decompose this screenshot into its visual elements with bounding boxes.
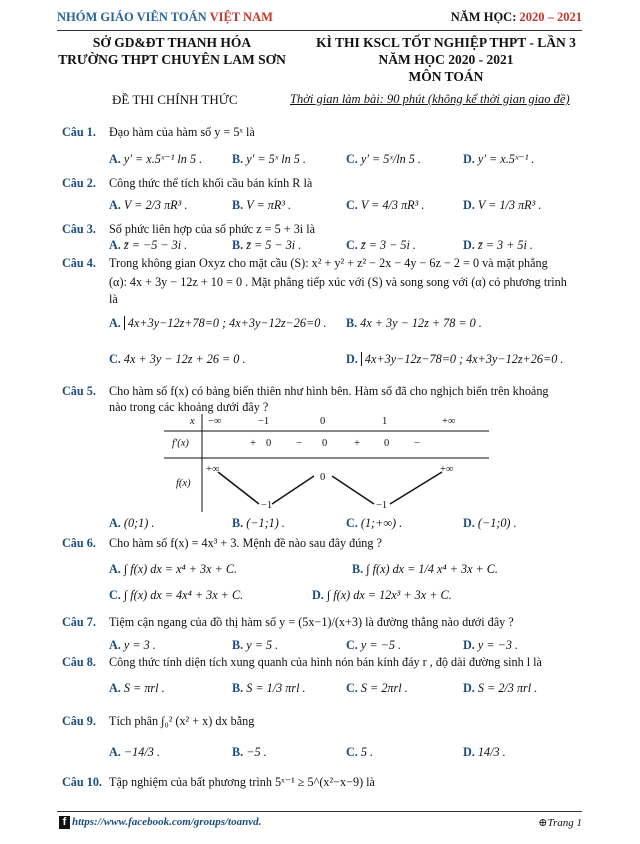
- q1-option-b[interactable]: B. y′ = 5ˣ ln 5 .: [232, 152, 306, 166]
- page-number: ⊕Trang 1: [538, 817, 582, 829]
- question-3-label: Câu 3.: [62, 222, 96, 236]
- q4-option-a[interactable]: A. 4x+3y−12z+78=0 ; 4x+3y−12z−26=0 .: [109, 316, 327, 330]
- q3-option-b[interactable]: B. z̄ = 5 − 3i .: [232, 238, 302, 252]
- q5-option-d[interactable]: D. (−1;0) .: [463, 516, 517, 530]
- f-value-4: −1: [376, 500, 388, 511]
- fprime-sign-4: 0: [322, 438, 328, 449]
- fprime-row-label: f′(x): [172, 438, 189, 449]
- arrow-up-1: [272, 476, 314, 504]
- q6-option-d[interactable]: D. ∫ f(x) dx = 12x³ + 3x + C.: [312, 588, 452, 602]
- question-4-text-line-3: là: [109, 292, 118, 306]
- question-8-text: Công thức tính diện tích xung quanh của hình nón bán kính đáy r , độ dài đường sinh l là: [109, 655, 542, 669]
- brand: NHÓM GIÁO VIÊN TOÁN VIỆT NAM: [57, 10, 273, 24]
- fprime-sign-6: 0: [384, 438, 390, 449]
- variation-table: [164, 414, 489, 512]
- q3-option-c[interactable]: C. z̄ = 3 − 5i .: [346, 238, 416, 252]
- fprime-sign-7: −: [414, 438, 420, 449]
- q6-option-a[interactable]: A. ∫ f(x) dx = x⁴ + 3x + C.: [109, 562, 238, 576]
- q6-option-b[interactable]: B. ∫ f(x) dx = 1/4 x⁴ + 3x + C.: [352, 562, 498, 576]
- question-5-label: Câu 5.: [62, 384, 96, 398]
- question-1-label: Câu 1.: [62, 125, 96, 139]
- q2-option-c[interactable]: C. V = 4/3 πR³ .: [346, 198, 425, 212]
- x-value-neg-inf: −∞: [208, 416, 222, 427]
- x-value-0: 0: [320, 416, 326, 427]
- x-value-pos-inf: +∞: [442, 416, 456, 427]
- time-note: Thời gian làm bài: 90 phút (không kể thời gian giao đề): [290, 92, 570, 106]
- f-row-label: f(x): [176, 478, 191, 489]
- q8-option-d[interactable]: D. S = 2/3 πrl .: [463, 681, 538, 695]
- footer-link[interactable]: https://www.facebook.com/groups/toanvd.: [72, 816, 262, 828]
- q8-option-a[interactable]: A. S = πrl .: [109, 681, 165, 695]
- q8-option-b[interactable]: B. S = 1/3 πrl .: [232, 681, 306, 695]
- f-value-5: +∞: [440, 464, 454, 475]
- top-bar: [57, 4, 582, 31]
- fprime-sign-3: −: [296, 438, 302, 449]
- x-value-1: 1: [382, 416, 388, 427]
- q5-option-b[interactable]: B. (−1;1) .: [232, 516, 285, 530]
- q5-option-c[interactable]: C. (1;+∞) .: [346, 516, 403, 530]
- q4-option-b[interactable]: B. 4x + 3y − 12z + 78 = 0 .: [346, 316, 482, 330]
- official-label: ĐỀ THI CHÍNH THỨC: [112, 92, 238, 107]
- q2-option-b[interactable]: B. V = πR³ .: [232, 198, 292, 212]
- school-name: TRƯỜNG THPT CHUYÊN LAM SƠN: [58, 52, 286, 67]
- question-7-text: Tiệm cận ngang của đồ thị hàm số y = (5x−1)/(x+3) là đường thẳng nào dưới đây ?: [109, 615, 514, 629]
- q7-option-a[interactable]: A. y = 3 .: [109, 638, 156, 652]
- question-10-label: Câu 10.: [62, 775, 102, 789]
- f-value-3: 0: [320, 472, 326, 483]
- q9-option-b[interactable]: B. −5 .: [232, 745, 267, 759]
- question-7-label: Câu 7.: [62, 615, 96, 629]
- q7-option-d[interactable]: D. y = −3 .: [463, 638, 519, 652]
- q9-option-c[interactable]: C. 5 .: [346, 745, 374, 759]
- q4-option-c[interactable]: C. 4x + 3y − 12z + 26 = 0 .: [109, 352, 246, 366]
- question-9-text: Tích phân ∫₀² (x² + x) dx bằng: [109, 714, 255, 728]
- q6-option-c[interactable]: C. ∫ f(x) dx = 4x⁴ + 3x + C.: [109, 588, 244, 602]
- fprime-sign-1: +: [250, 438, 256, 449]
- arrow-down-1: [218, 472, 259, 504]
- arrow-down-2: [332, 476, 374, 504]
- q1-option-a[interactable]: A. y′ = x.5ˣ⁻¹ ln 5 .: [109, 152, 203, 166]
- q5-option-a[interactable]: A. (0;1) .: [109, 516, 155, 530]
- exam-year: NĂM HỌC 2020 - 2021: [378, 52, 514, 67]
- question-5-text-line-1: Cho hàm số f(x) có bảng biến thiên như hình bên. Hàm số đã cho nghịch biến trên khoảng: [109, 384, 549, 398]
- arrow-up-2: [390, 472, 442, 504]
- question-6-label: Câu 6.: [62, 536, 96, 550]
- fprime-sign-5: +: [354, 438, 360, 449]
- fprime-sign-2: 0: [266, 438, 272, 449]
- q4-option-d[interactable]: D. 4x+3y−12z−78=0 ; 4x+3y−12z+26=0 .: [346, 352, 564, 366]
- f-value-1: +∞: [206, 464, 220, 475]
- question-10-text: Tập nghiệm của bất phương trình 5ˣ⁻¹ ≥ 5^(x²−x−9) là: [109, 775, 375, 789]
- q9-option-d[interactable]: D. 14/3 .: [463, 745, 506, 759]
- question-5-text-line-2: nào trong các khoảng dưới đây ?: [109, 400, 269, 414]
- footer-divider: [57, 811, 582, 812]
- q9-option-a[interactable]: A. −14/3 .: [109, 745, 160, 759]
- variation-table-grid: [164, 414, 489, 512]
- q1-option-d[interactable]: D. y′ = x.5ˣ⁻¹ .: [463, 152, 535, 166]
- q7-option-b[interactable]: B. y = 5 .: [232, 638, 279, 652]
- question-9-label: Câu 9.: [62, 714, 96, 728]
- subject: MÔN TOÁN: [408, 69, 484, 84]
- question-2-label: Câu 2.: [62, 176, 96, 190]
- x-row-label: x: [190, 416, 195, 427]
- question-2-text: Công thức thể tích khối cầu bán kính R là: [109, 176, 313, 190]
- question-4-label: Câu 4.: [62, 256, 96, 270]
- facebook-icon: f: [59, 816, 70, 829]
- school-year: NĂM HỌC: 2020 – 2021: [450, 10, 582, 24]
- question-3-text: Số phức liên hợp của số phức z = 5 + 3i là: [109, 222, 316, 236]
- q3-option-a[interactable]: A. z̄ = −5 − 3i .: [109, 238, 188, 252]
- q7-option-c[interactable]: C. y = −5 .: [346, 638, 402, 652]
- question-1-text: Đạo hàm của hàm số y = 5ˣ là: [109, 125, 255, 139]
- q8-option-c[interactable]: C. S = 2πrl .: [346, 681, 408, 695]
- f-value-2: −1: [261, 500, 273, 511]
- q2-option-d[interactable]: D. V = 1/3 πR³ .: [463, 198, 542, 212]
- q1-option-c[interactable]: C. y′ = 5ˣ/ln 5 .: [346, 152, 421, 166]
- q3-option-d[interactable]: D. z̄ = 3 + 5i .: [463, 238, 533, 252]
- page-icon: ⊕: [538, 817, 548, 829]
- question-6-text: Cho hàm số f(x) = 4x³ + 3. Mệnh đề nào sau đây đúng ?: [109, 536, 382, 550]
- x-value-neg-1: −1: [258, 416, 270, 427]
- question-8-label: Câu 8.: [62, 655, 96, 669]
- department: SỞ GD&ĐT THANH HÓA: [92, 35, 252, 50]
- question-4-text-line-2: (α): 4x + 3y − 12z + 10 = 0 . Mặt phẳng tiếp xúc với (S) và song song với (α) có phương trình: [109, 275, 567, 289]
- question-4-text-line-1: Trong không gian Oxyz cho mặt cầu (S): x² + y² + z² − 2x − 4y − 6z − 2 = 0 và mặt phẳng: [109, 256, 548, 270]
- q2-option-a[interactable]: A. V = 2/3 πR³ .: [109, 198, 188, 212]
- exam-title: KÌ THI KSCL TỐT NGHIỆP THPT - LẦN 3: [316, 35, 576, 50]
